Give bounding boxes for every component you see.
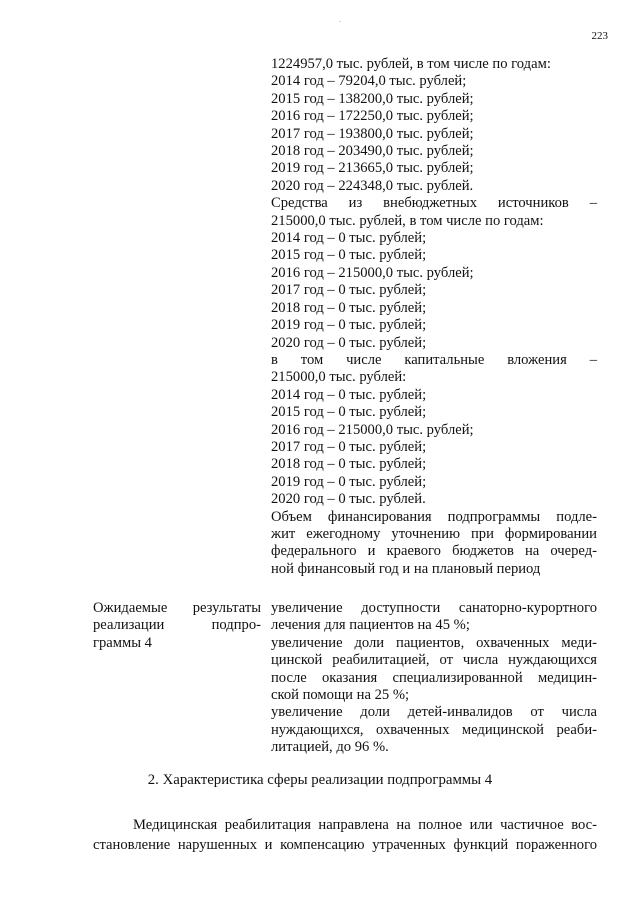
label-line: Ожидаемые результаты	[93, 600, 261, 616]
result-line: увеличение доступности санаторно-курортного	[271, 600, 597, 616]
funding-block	[271, 56, 597, 578]
capital-line: в том числе капитальные вложения –	[271, 351, 597, 368]
page-number: 223	[591, 30, 608, 42]
offbudget-year-line: 2014 год – 0 тыс. рублей;	[271, 230, 427, 247]
expected-results-label	[93, 600, 261, 652]
result-line: ской помощи на 25 %;	[271, 687, 410, 704]
funding-line: 2017 год – 193800,0 тыс. рублей;	[271, 125, 474, 142]
offbudget-year-line: 2020 год – 0 тыс. рублей;	[271, 334, 427, 351]
funding-line: 2019 год – 213665,0 тыс. рублей;	[271, 160, 474, 177]
paragraph-line: Медицинская реабилитация направлена на полное или частичное вос-	[133, 817, 597, 833]
label-line: реализации подпро-	[93, 617, 261, 634]
funding-line: 2015 год – 138200,0 тыс. рублей;	[271, 90, 474, 107]
funding-line: 2016 год – 172250,0 тыс. рублей;	[271, 108, 474, 125]
funding-line: 2014 год – 79204,0 тыс. рублей;	[271, 73, 467, 90]
result-line: нуждающихся, охваченных медицинской реаби-	[271, 721, 597, 738]
capital-year-line: 2016 год – 215000,0 тыс. рублей;	[271, 421, 474, 438]
volume-note-line: жит ежегодному уточнению при формировании	[271, 525, 597, 542]
result-line: увеличение доли пациентов, охваченных меди-	[271, 634, 597, 651]
volume-note-line: федерального и краевого бюджетов на очеред-	[271, 543, 597, 560]
capital-year-line: 2015 год – 0 тыс. рублей;	[271, 404, 427, 421]
expected-results-value	[271, 600, 597, 757]
section-heading: 2. Характеристика сферы реализации подпрограммы 4	[147, 772, 493, 788]
offbudget-line: Средства из внебюджетных источников –	[271, 195, 597, 212]
result-line: литацией, до 96 %.	[271, 739, 389, 756]
capital-line: 215000,0 тыс. рублей:	[271, 369, 407, 386]
capital-year-line: 2020 год – 0 тыс. рублей.	[271, 491, 426, 508]
offbudget-year-line: 2018 год – 0 тыс. рублей;	[271, 299, 427, 316]
funding-line: 2020 год – 224348,0 тыс. рублей.	[271, 177, 474, 194]
result-line: после оказания специализированной медицин-	[271, 669, 597, 686]
result-line: увеличение доли детей-инвалидов от числа	[271, 704, 597, 721]
capital-year-line: 2017 год – 0 тыс. рублей;	[271, 438, 427, 455]
capital-year-line: 2018 год – 0 тыс. рублей;	[271, 456, 427, 473]
funding-line: 1224957,0 тыс. рублей, в том числе по годам:	[271, 56, 551, 72]
scan-mark: ·	[339, 18, 342, 26]
capital-year-line: 2014 год – 0 тыс. рублей;	[271, 386, 427, 403]
offbudget-year-line: 2016 год – 215000,0 тыс. рублей;	[271, 264, 474, 281]
paragraph-line: становление нарушенных и компенсацию утраченных функций пораженного	[93, 837, 597, 853]
result-line: цинской реабилитацией, от числа нуждающихся	[271, 652, 597, 669]
offbudget-year-line: 2017 год – 0 тыс. рублей;	[271, 282, 427, 299]
result-line: лечения для пациентов на 45 %;	[271, 617, 470, 634]
volume-note-line: ной финансовый год и на плановый период	[271, 560, 541, 577]
funding-line: 2018 год – 203490,0 тыс. рублей;	[271, 143, 474, 160]
capital-year-line: 2019 год – 0 тыс. рублей;	[271, 473, 427, 490]
volume-note-line: Объем финансирования подпрограммы подле-	[271, 508, 597, 525]
label-line: граммы 4	[93, 634, 152, 651]
offbudget-year-line: 2019 год – 0 тыс. рублей;	[271, 317, 427, 334]
offbudget-year-line: 2015 год – 0 тыс. рублей;	[271, 247, 427, 264]
body-paragraph	[93, 815, 597, 855]
offbudget-line: 215000,0 тыс. рублей, в том числе по годам:	[271, 212, 544, 229]
